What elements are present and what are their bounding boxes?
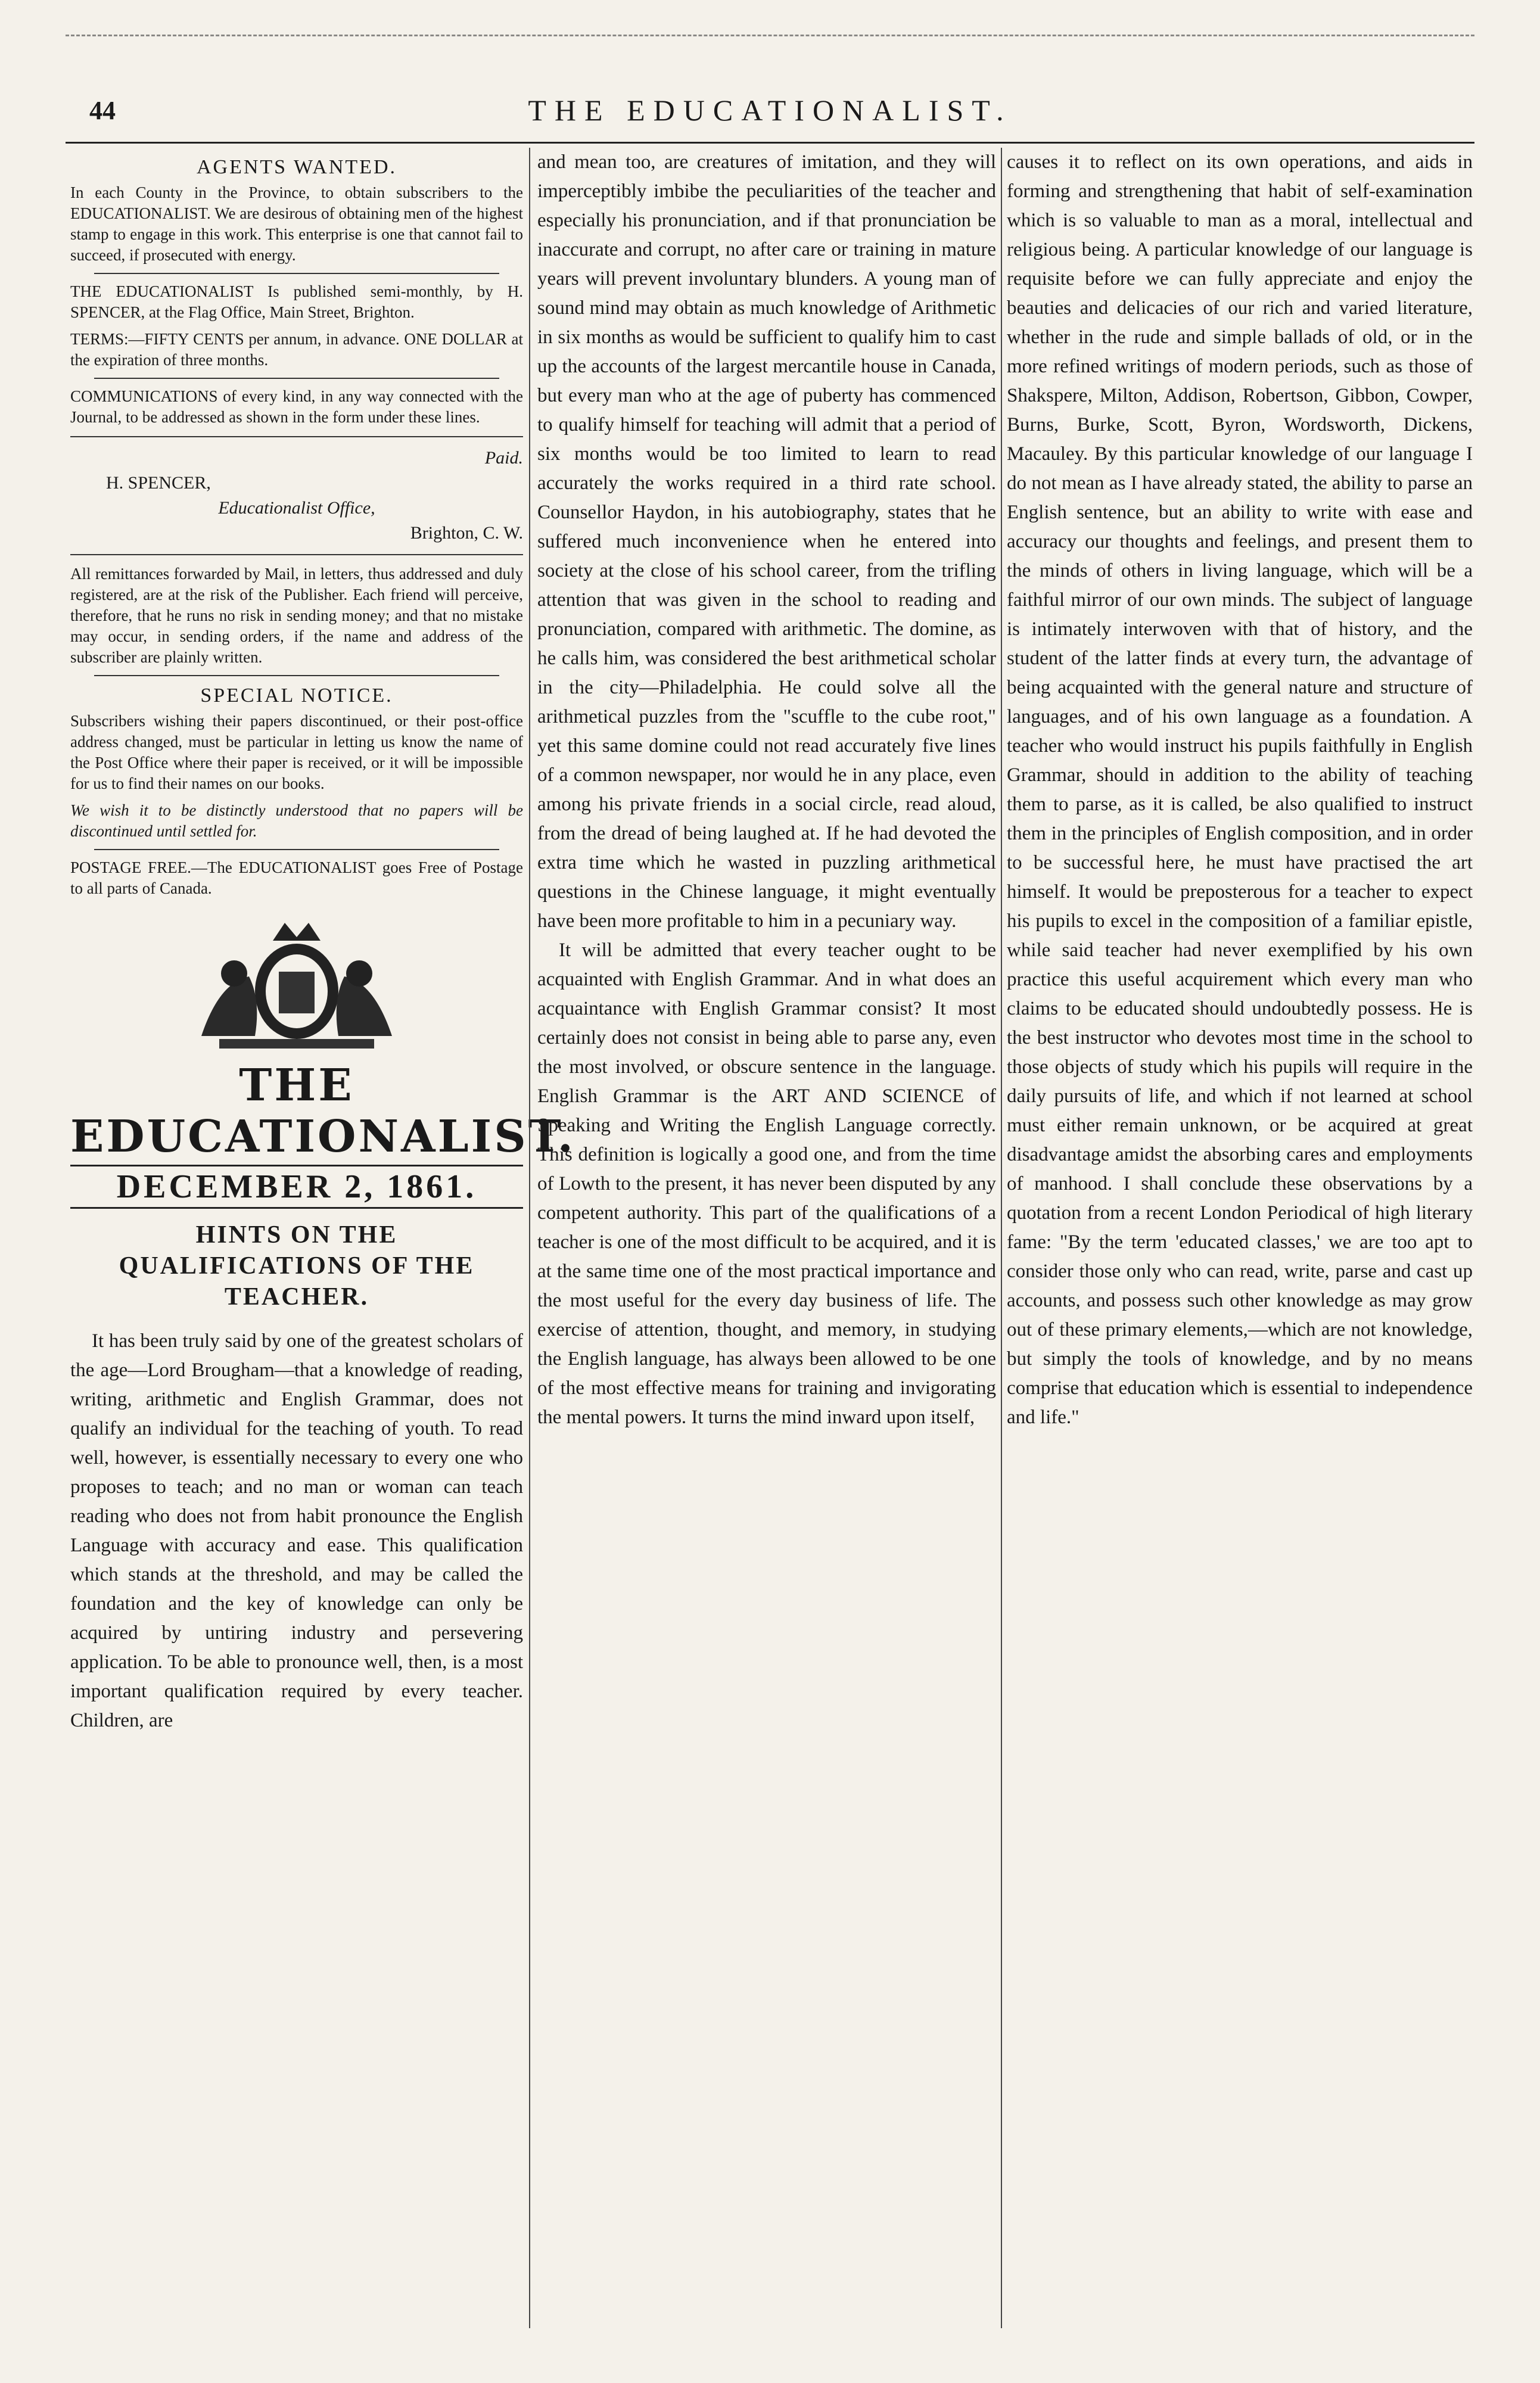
divider: [94, 273, 499, 274]
page-header: [66, 89, 1474, 137]
article-col1-text: It has been truly said by one of the greatest scholars of the age—Lord Brougham—that a knowledge of reading, writing, arithmetic and English Grammar, does not qualify an individual for the teaching of youth. To read well, however, is essentially necessary to every one who proposes to teach; and no man or woman can teach reading who does not from habit pronounce the English Language with accuracy and ease. This qualification which stands at the threshold, and may be called the foundation and the key of knowledge can only be acquired by untiring industry and persevering application. To be able to pronounce well, then, is a most important qualification required by every teacher. Children, are: [70, 1330, 523, 1731]
masthead-title: THE EDUCATIONALIST.: [70, 1060, 575, 1162]
article-col2-text-b: It will be admitted that every teacher ought to be acquainted with English Grammar. And in what does an acquaintance with English Grammar consist? It most certainly does not consist in being able to parse any, even the most involved, or obscure sentence in the language. English Grammar is the ART AND SCIENCE of Speaking and Writing the English Language correctly. This definition is logically a good one, and from the time of Lowth to the present, it has never been disputed by any competent authority. This part of the qualifications of a teacher is one of the most difficult to be acquired, and it is at the same time one of the most practical importance and the most useful for the every day business of life. The exercise of attention, thought, and memory, in studying the English language, has always been allowed to be one of the most effective means for training and invigorating the mental powers. It turns the mind inward upon itself,: [537, 939, 996, 1428]
postage-body: POSTAGE FREE.—The EDUCATIONALIST goes Free of Postage to all parts of Canada.: [70, 858, 523, 897]
article-col3-text: causes it to reflect on its own operations, and aids in forming and strengthening that habit of self-examination which is so valuable to man as a moral, intellectual and religious being. A particular knowledge of our language is requisite before we can fully appreciate and enjoy the beauties and delicacies of our rich and varied literature, whether in the rude and simple ballads of old, or in the more refined writings of modern periods, such as those of Shakspere, Milton, Addison, Robertson, Gibbon, Cowper, Burns, Burke, Scott, Byron, Wordsworth, Dickens, Macauley. By this particular knowledge of our language I do not mean as I have already stated, the ability to parse an English sentence, but an ability to write with ease and accuracy our thoughts and feelings, and present them to the minds of others in living language, which will be a faithful mirror of our own minds. The subject of language is intimately interwoven with that of history, and the student of the latter finds at every turn, the advantage of being acquainted with the general nature and structure of languages, and of his own language as a foundation. A teacher who would instruct his pupils faithfully in English Grammar, should in addition to the ability of teaching them to parse, as it is called, be also qualified to instruct them in the principles of English composition, and in order to be successful here, he must have practised the art himself. It would be preposterous for a teacher to expect his pupils to excel in the composition of a familiar epistle, while said teacher had never exemplified by his own practice this useful acquirement which every man who claims to be educated should undoubtedly possess. He is the best instructor who devotes most time in the school to those objects of study which his pupils will require in the daily pursuits of life, and which if not learned at school must either remain unknown, or be acquired at great disadvantage amidst the absorbing cares and employments of manhood. I shall conclude these observations by a quotation from a recent London Periodical of high literary fame: "By the term 'educated classes,' we are too apt to consider those only who can read, write, parse and cast up accounts, and possess such other knowledge as may grow out of these primary elements,—which are not knowledge, but simply the tools of knowledge, and by no means comprise that education which is essential to independence and life.": [1007, 151, 1473, 1428]
royal-arms-emblem-icon: [178, 917, 416, 1054]
special-notice-body: Subscribers wishing their papers discontinued, or their post-office address changed, must be particular in letting us know the name of the Post Office where their paper is received, or it will be impossible for us to find their names on our books.: [70, 712, 523, 792]
address-office: Educationalist Office,: [218, 498, 375, 518]
divider: [94, 378, 499, 379]
address-place: Brighton, C. W.: [410, 523, 523, 543]
column-2: [537, 148, 996, 2328]
divider: [70, 554, 523, 555]
page-number: 44: [89, 96, 116, 125]
publication-terms: TERMS:—FIFTY CENTS per annum, in advance. ONE DOLLAR at the expiration of three months.: [70, 330, 523, 369]
article-col2-text-a: and mean too, are creatures of imitation, and they will imperceptibly imbibe the peculiarities of the teacher and especially his pronunciation, and if that pronunciation be inaccurate and corrupt, no after care or training in mature years will prevent involuntary blunders. A young man of sound mind may obtain as much knowledge of Arithmetic in six months as would be sufficient to qualify him to cast up the accounts of the largest mercantile house in Canada, but every man who at the age of puberty has commenced to qualify himself for teaching will admit that a period of six months would be too limited to learn to read accurately the works required in a third rate school. Counsellor Haydon, in his autobiography, states that he suffered much inconvenience when he entered into society at the close of his school career, from the trifling attention that was given in the school to reading and pronunciation, compared with arithmetic. The domine, as he calls him, was considered the best arithmetical scholar in the city—Philadelphia. He could solve all the arithmetical puzzles from the "scuffle to the cube root," yet this same domine could not read accurately five lines of a common newspaper, nor would he in any place, even among his private friends in a social circle, read aloud, from the dread of being laughed at. If he had devoted the extra time which he wasted in puzzling arithmetical questions in the Chinese language, it might eventually have been more profitable to him in a pecuniary way.: [537, 151, 996, 932]
article-title: HINTS ON THE QUALIFICATIONS OF THE TEACHER.: [119, 1221, 475, 1311]
top-edge-noise: [66, 35, 1474, 41]
publication-body: THE EDUCATIONALIST Is published semi-monthly, by H. SPENCER, at the Flag Office, Main Street, Brighton.: [70, 282, 523, 321]
divider: [70, 436, 523, 437]
column-1: [70, 148, 575, 2114]
column-rule: [1001, 148, 1002, 2328]
masthead-date: DECEMBER 2, 1861.: [70, 1165, 523, 1209]
publication-communications: COMMUNICATIONS of every kind, in any way connected with the Journal, to be addressed as shown in the form under these lines.: [70, 387, 523, 426]
divider: [94, 675, 499, 676]
special-notice-italic: We wish it to be distinctly understood that no papers will be discontinued until settled for.: [70, 801, 523, 840]
address-name: H. SPENCER,: [106, 473, 211, 493]
column-rule: [529, 148, 530, 2328]
agents-title: AGENTS WANTED.: [196, 156, 397, 178]
special-notice-title: SPECIAL NOTICE.: [200, 685, 393, 707]
running-title: THE EDUCATIONALIST.: [528, 94, 1012, 127]
divider: [94, 849, 499, 850]
column-3: [1007, 148, 1473, 2328]
remittances-body: All remittances forwarded by Mail, in letters, thus addressed and duly registered, are at the risk of the Publisher. Each friend will perceive, therefore, that he runs no risk in sending money; and that no mistake may occur, in sending orders, if the name and address of the subscriber are plainly written.: [70, 565, 523, 666]
address-paid: Paid.: [484, 448, 523, 468]
agents-body: In each County in the Province, to obtain subscribers to the EDUCATIONALIST. We are desirous of obtaining men of the highest stamp to engage in this work. This enterprise is one that cannot fail to succeed, if prosecuted with energy.: [70, 183, 523, 264]
header-rule: [66, 142, 1474, 144]
